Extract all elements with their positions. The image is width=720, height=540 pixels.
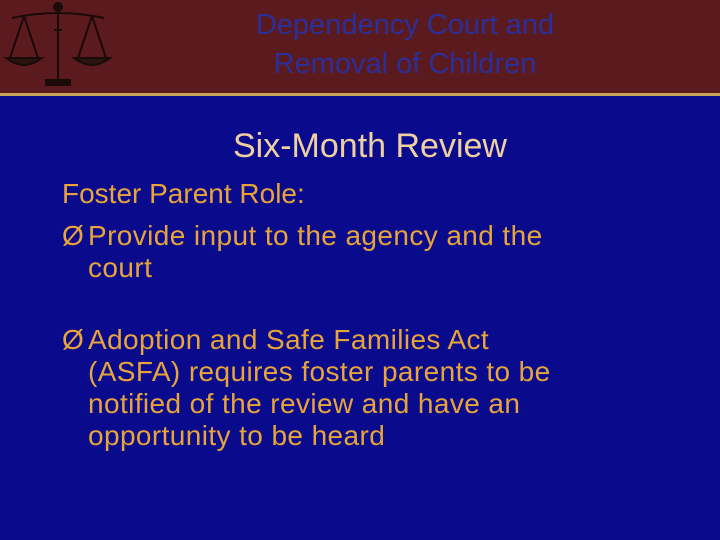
bullet-text-line: opportunity to be heard xyxy=(88,420,386,451)
scales-of-justice-icon xyxy=(2,0,114,92)
bullet-arrow-icon: Ø xyxy=(62,324,85,355)
header-title xyxy=(140,6,670,84)
bullet-text xyxy=(88,220,662,284)
slide-header xyxy=(0,0,720,93)
bullet-arrow-icon: Ø xyxy=(62,220,85,251)
bullet-item xyxy=(62,324,682,452)
bullet-text-line: Adoption and Safe Families Act xyxy=(88,324,490,355)
header-title-line-1: Dependency Court and xyxy=(255,9,555,41)
bullet-text-line: Provide input to the agency and the xyxy=(88,220,543,251)
header-divider xyxy=(0,93,720,96)
header-title-line-2: Removal of Children xyxy=(273,48,537,80)
bullet-text-line: court xyxy=(88,252,153,283)
bullet-text-line: notified of the review and have an xyxy=(88,388,521,419)
slide-title: Six-Month Review xyxy=(233,127,507,165)
bullet-text xyxy=(88,324,682,452)
subheading: Foster Parent Role: xyxy=(62,178,305,209)
bullet-text-line: (ASFA) requires foster parents to be xyxy=(88,356,551,387)
bullet-item xyxy=(62,220,662,284)
